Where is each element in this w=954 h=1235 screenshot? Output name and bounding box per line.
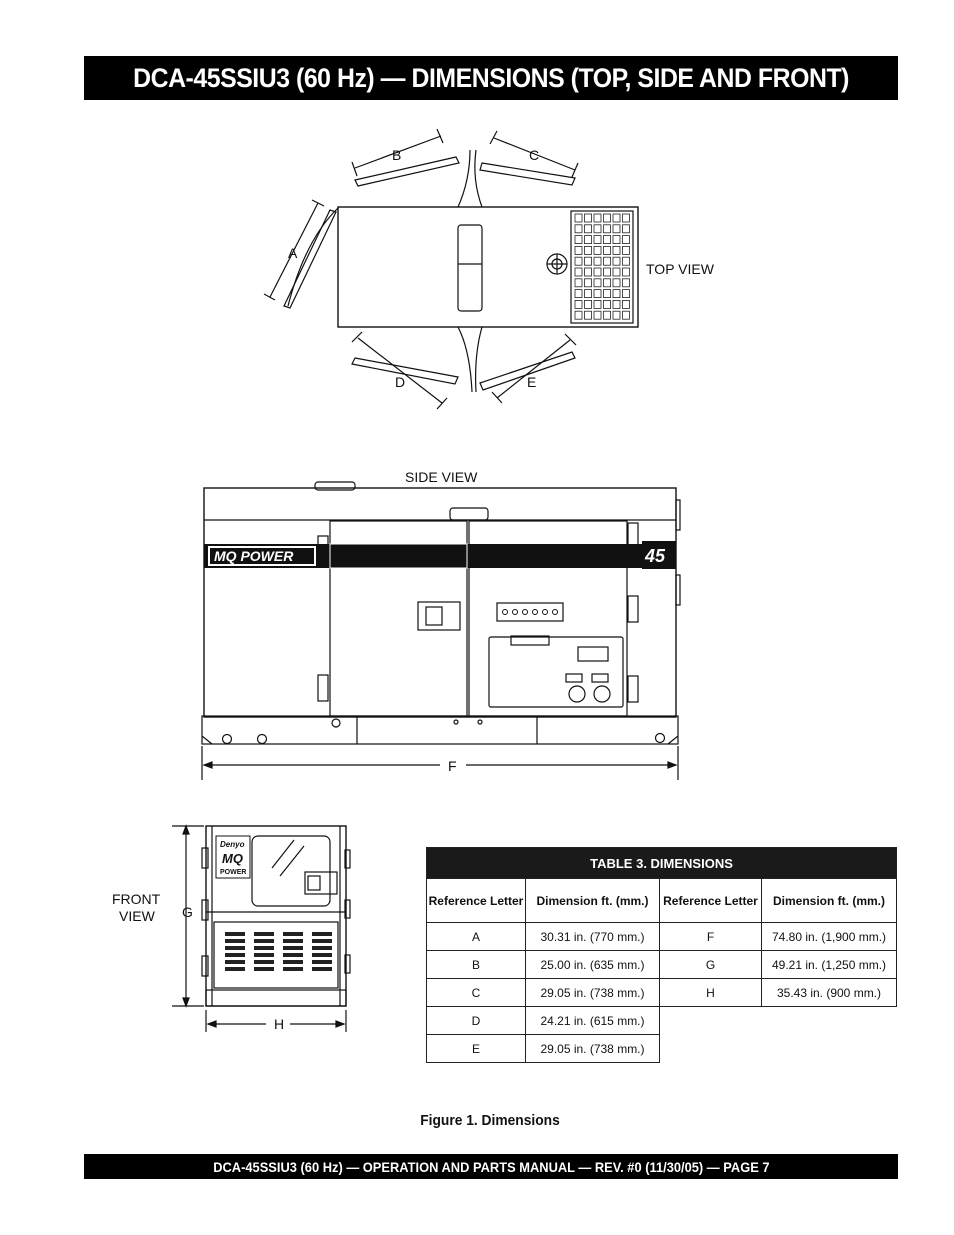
dimension-cell: 49.21 in. (1,250 mm.): [762, 951, 897, 979]
ref-letter-cell: H: [660, 979, 762, 1007]
dim-label-h: H: [274, 1016, 285, 1032]
top-view-label: TOP VIEW: [646, 261, 714, 277]
ref-letter-cell: G: [660, 951, 762, 979]
side-view-label: SIDE VIEW: [405, 469, 478, 485]
dimension-cell: 74.80 in. (1,900 mm.): [762, 923, 897, 951]
page-footer: DCA-45SSIU3 (60 Hz) — OPERATION AND PARTS MANUAL — REV. #0 (11/30/05) — PAGE 7: [212, 1158, 770, 1175]
dim-label-c: C: [529, 147, 540, 163]
dimension-cell: 29.05 in. (738 mm.): [526, 1035, 660, 1063]
dimension-cell: 25.00 in. (635 mm.): [526, 951, 660, 979]
side-model-number: 45: [645, 546, 666, 566]
dim-label-f: F: [448, 758, 457, 774]
ref-letter-cell: F: [660, 923, 762, 951]
front-view-label-line2: VIEW: [119, 908, 155, 924]
side-brand-logo: MQ POWER: [214, 548, 294, 564]
ref-letter-cell: D: [427, 1007, 526, 1035]
table-row: [427, 923, 897, 951]
dim-label-e: E: [527, 374, 537, 390]
dimension-cell: 29.05 in. (738 mm.): [526, 979, 660, 1007]
table-title: TABLE 3. DIMENSIONS: [427, 848, 897, 879]
page-footer-bar: [84, 1154, 898, 1179]
front-logo-power: POWER: [220, 869, 247, 876]
page-title: DCA-45SSIU3 (60 Hz) — DIMENSIONS (TOP, SIDE AND FRONT): [133, 62, 849, 93]
table-row: [427, 979, 897, 1007]
figure-caption: Figure 1. Dimensions: [420, 1112, 560, 1129]
ref-letter-cell: E: [427, 1035, 526, 1063]
front-logo-denyo: Denyo: [220, 840, 245, 849]
dim-label-d: D: [395, 374, 406, 390]
ref-letter-cell: A: [427, 923, 526, 951]
table-row: [427, 1035, 897, 1063]
dim-label-a: A: [288, 245, 298, 261]
dim-label-g: G: [182, 904, 193, 920]
top-view-diagram: [250, 120, 750, 420]
dimension-cell: 35.43 in. (900 mm.): [762, 979, 897, 1007]
column-header: Reference Letter: [660, 879, 762, 923]
column-header: Dimension ft. (mm.): [526, 879, 660, 923]
dimensions-table: [426, 847, 897, 1063]
table-row: [427, 951, 897, 979]
dim-label-b: B: [392, 147, 402, 163]
table-row: [427, 1007, 897, 1035]
front-view-label-line1: FRONT: [112, 891, 161, 907]
ref-letter-cell: B: [427, 951, 526, 979]
column-header: Dimension ft. (mm.): [762, 879, 897, 923]
column-header: Reference Letter: [427, 879, 526, 923]
dimension-cell: 24.21 in. (615 mm.): [526, 1007, 660, 1035]
dimension-cell: 30.31 in. (770 mm.): [526, 923, 660, 951]
front-view-diagram: [105, 815, 365, 1040]
page-title-bar: [84, 56, 898, 100]
ref-letter-cell: C: [427, 979, 526, 1007]
front-logo-mq: MQ: [222, 851, 243, 866]
side-view-diagram: [195, 465, 690, 785]
